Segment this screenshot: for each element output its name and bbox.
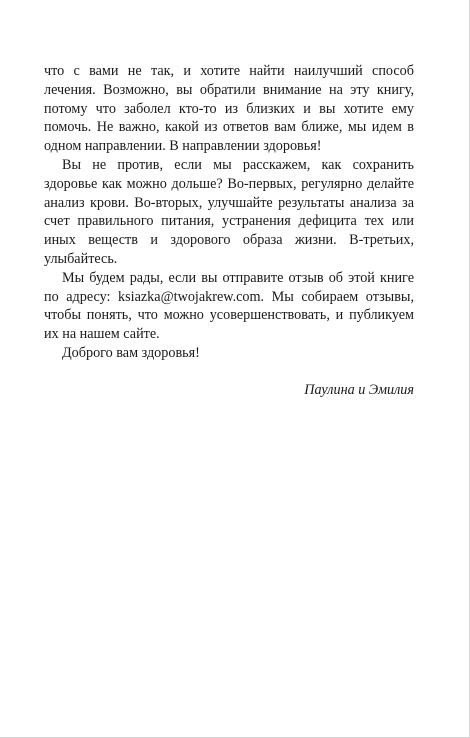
paragraph-health-advice: Вы не против, если мы расскажем, как сохранить здоровье как можно дольше? Во-первых, регулярно делайте анализ крови. Во-вторых, улучшайте результаты анализа за счет правильного питания, устранения дефицита тех или иных веществ и здорового образа жизни. В-третьих, улыбайтесь. (44, 156, 414, 267)
paragraph-closing-wish: Доброго вам здоровья! (62, 344, 200, 361)
paragraph-continuation: что с вами не так, и хотите найти наилучший способ лечения. Возможно, вы обратили внимание на эту книгу, потому что заболел кто-то из близких и вы хотите ему помочь. Не важно, какой из ответов вам ближе, мы идем в одном направлении. В направлении здоровья! (44, 63, 414, 155)
paragraph-feedback-request: Мы будем рады, если вы отправите отзыв об этой книге по адресу: ksiazka@twojakrew.com. Мы собираем отзывы, чтобы понять, что можно усовершенствовать, и публикуем их на нашем сайте. (44, 269, 414, 343)
author-signature: Паулина и Эмилия (304, 381, 414, 398)
page-content (44, 62, 414, 400)
